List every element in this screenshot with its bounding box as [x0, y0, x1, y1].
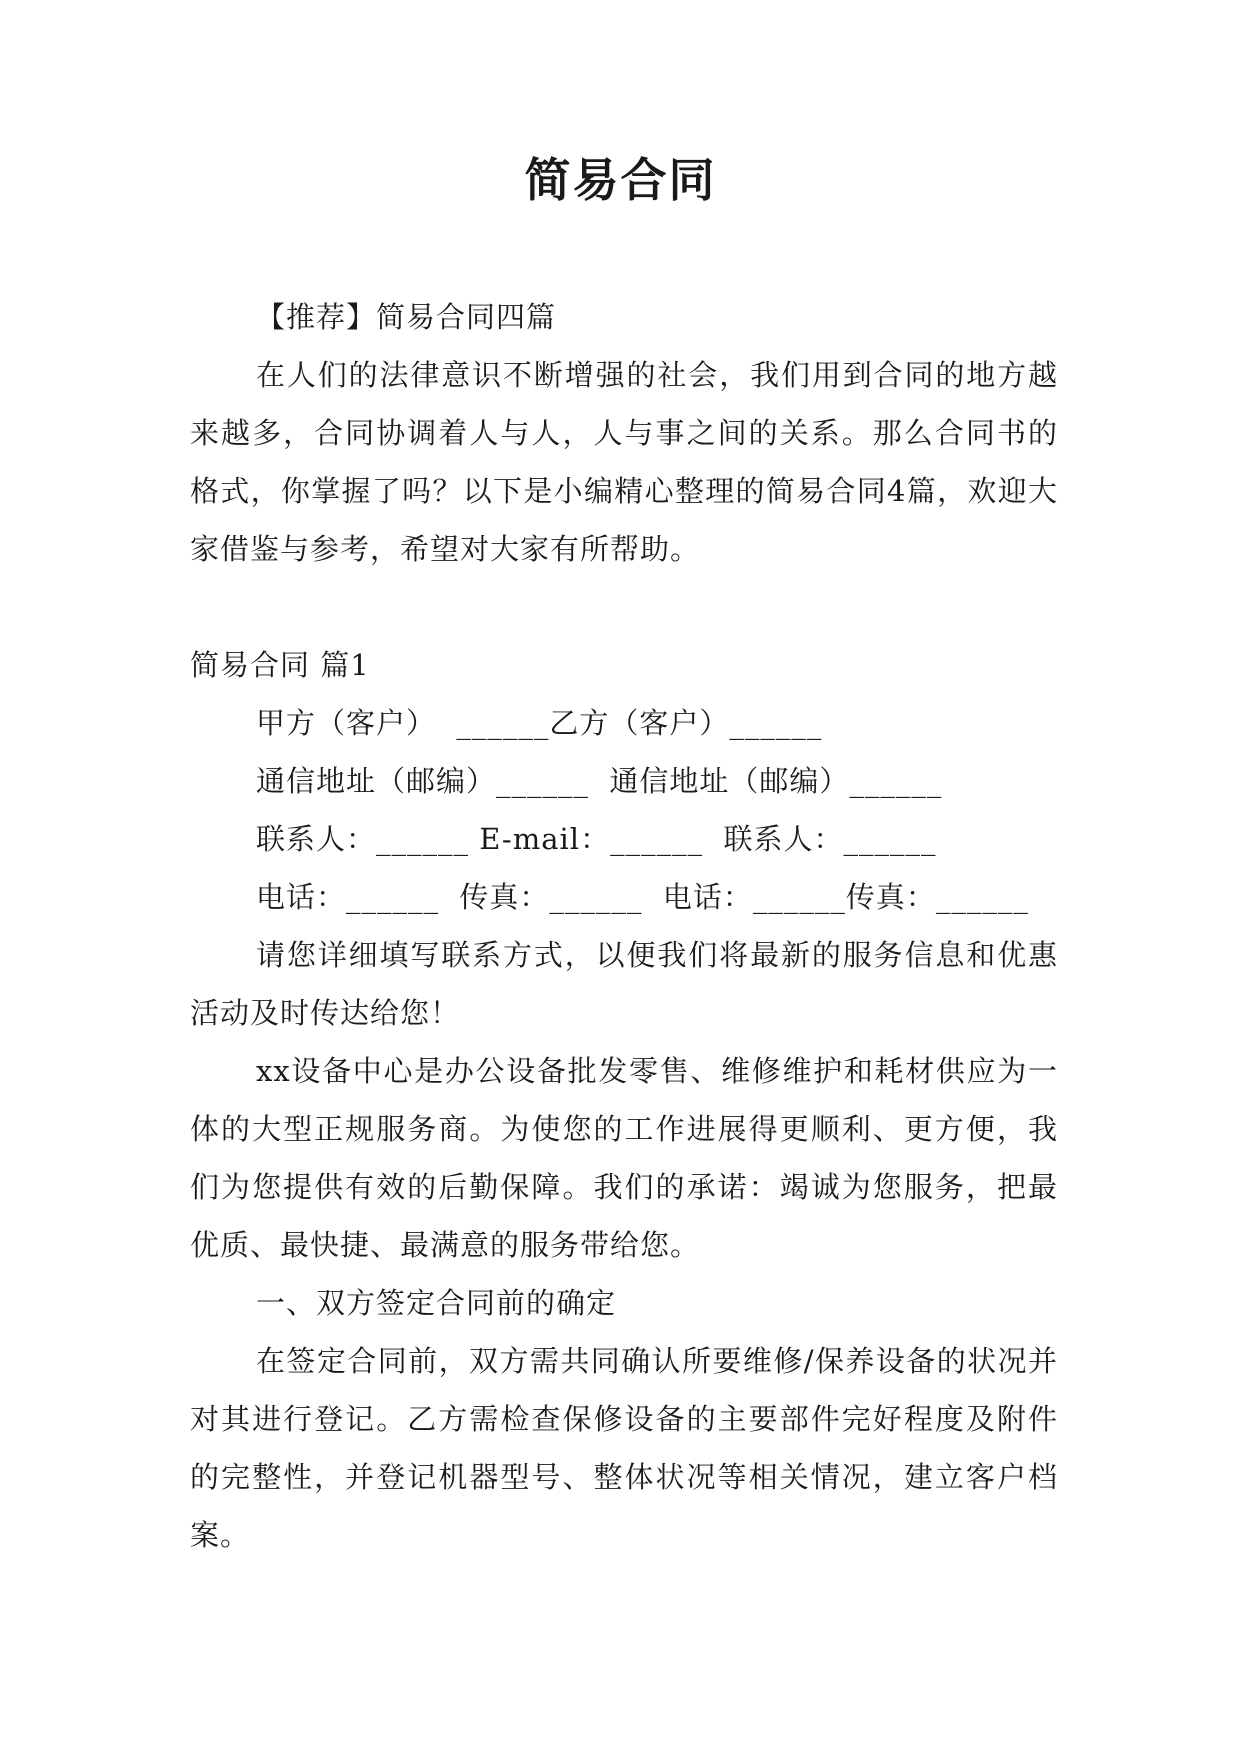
fill-contact-paragraph: 请您详细填写联系方式，以便我们将最新的服务信息和优惠活动及时传达给您！: [190, 938, 1058, 1030]
clause-paragraph-1: 在签定合同前，双方需共同确认所要维修/保养设备的状况并对其进行登记。乙方需检查保修设备的主要部件完好程度及附件的完整性，并登记机器型号、整体状况等相关情况，建立客户档案。: [190, 1344, 1058, 1552]
company-intro-paragraph: xx设备中心是办公设备批发零售、维修维护和耗材供应为一体的大型正规服务商。为使您的工作进展得更顺利、更方便，我们为您提供有效的后勤保障。我们的承诺：竭诚为您服务，把最优质、最快捷、最满意的服务带给您。: [190, 1054, 1058, 1262]
section-heading-part1: 简易合同 篇1: [190, 648, 370, 682]
document-body: [190, 288, 1058, 1564]
recommend-heading: 【推荐】简易合同四篇: [256, 300, 557, 334]
document-title: 简易合同: [524, 153, 717, 207]
phone-fax-line: 电话：______ 传真：______ 电话：______传真：______: [256, 880, 1029, 914]
party-line: 甲方（客户） ______乙方（客户）______: [256, 706, 823, 740]
address-line: 通信地址（邮编）______ 通信地址（邮编）______: [256, 764, 943, 798]
clause-heading-1: 一、双方签定合同前的确定: [256, 1286, 617, 1320]
intro-paragraph: 在人们的法律意识不断增强的社会，我们用到合同的地方越来越多，合同协调着人与人，人与事之间的关系。那么合同书的格式，你掌握了吗？以下是小编精心整理的简易合同4篇，欢迎大家借鉴与参考，希望对大家有所帮助。: [190, 358, 1058, 566]
contact-line: 联系人：______ E-mail：______ 联系人：______: [256, 822, 937, 856]
